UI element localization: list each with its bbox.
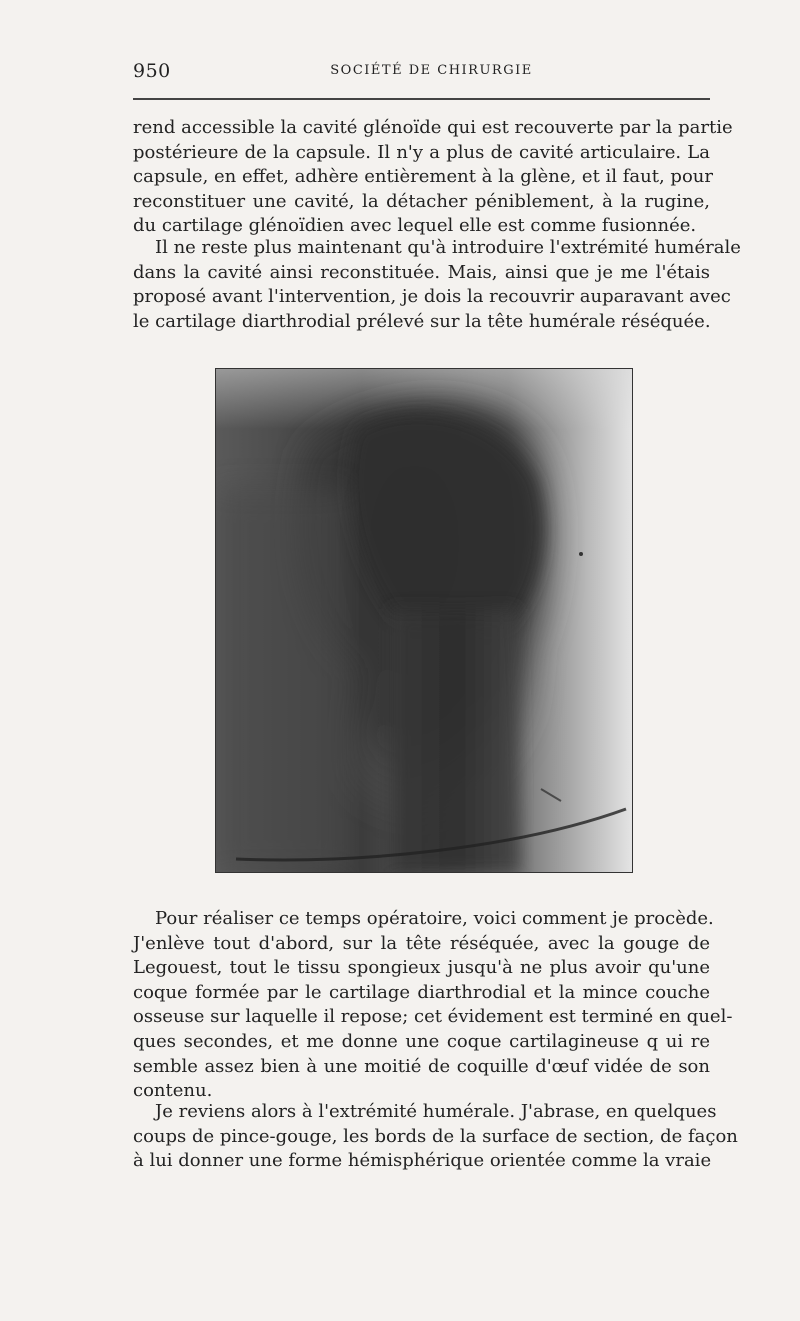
text-line: à lui donner une forme hémisphérique orientée comme la vraie: [133, 1150, 712, 1172]
text-line: capsule, en effet, adhère entièrement à la glène, et il faut, pour: [133, 166, 713, 188]
text-line: postérieure de la capsule. Il n'y a plus de cavité articulaire. La: [133, 141, 710, 163]
page-number: 950: [133, 60, 171, 82]
text-line: dans la cavité ainsi reconstituée. Mais, ainsi que je me l'étais: [133, 261, 710, 283]
text-line: du cartilage glénoïdien avec lequel elle est comme fusionnée.: [133, 215, 697, 237]
text-line: Il ne reste plus maintenant qu'à introduire l'extrémité humérale: [155, 237, 741, 258]
radiograph-figure: [215, 368, 633, 873]
journal-title: SOCIÉTÉ DE CHIRURGIE: [330, 63, 533, 78]
text-line: Legouest, tout le tissu spongieux jusqu'à ne plus avoir qu'une: [133, 957, 710, 979]
radiograph-image: [216, 369, 633, 873]
paragraph-4: [133, 1100, 738, 1174]
running-head: [133, 60, 710, 84]
paragraph-2: [133, 236, 741, 334]
paragraph-3: [133, 907, 733, 1104]
text-line: J'enlève tout d'abord, sur la tête réséquée, avec la gouge de: [133, 932, 710, 954]
text-line: proposé avant l'intervention, je dois la recouvrir auparavant avec: [133, 286, 731, 308]
paragraph-1: [133, 116, 733, 239]
text-line: coups de pince-gouge, les bords de la surface de section, de façon: [133, 1125, 738, 1147]
text-line: le cartilage diarthrodial prélevé sur la tête humérale réséquée.: [133, 310, 711, 332]
text-line: reconstituer une cavité, la détacher péniblement, à la rugine,: [133, 190, 710, 212]
header-rule: [133, 98, 710, 100]
text-line: contenu.: [133, 1080, 213, 1102]
text-line: osseuse sur laquelle il repose; cet évidement est terminé en quel-: [133, 1006, 733, 1028]
text-line: Pour réaliser ce temps opératoire, voici comment je procède.: [155, 908, 714, 929]
text-line: coque formée par le cartilage diarthrodial et la mince couche: [133, 981, 710, 1003]
text-line: semble assez bien à une moitié de coquille d'œuf vidée de son: [133, 1055, 710, 1077]
text-line: ques secondes, et me donne une coque cartilagineuse q ui re: [133, 1030, 710, 1052]
text-line: Je reviens alors à l'extrémité humérale. J'abrase, en quelques: [155, 1101, 717, 1122]
text-line: rend accessible la cavité glénoïde qui est recouverte par la partie: [133, 117, 733, 138]
